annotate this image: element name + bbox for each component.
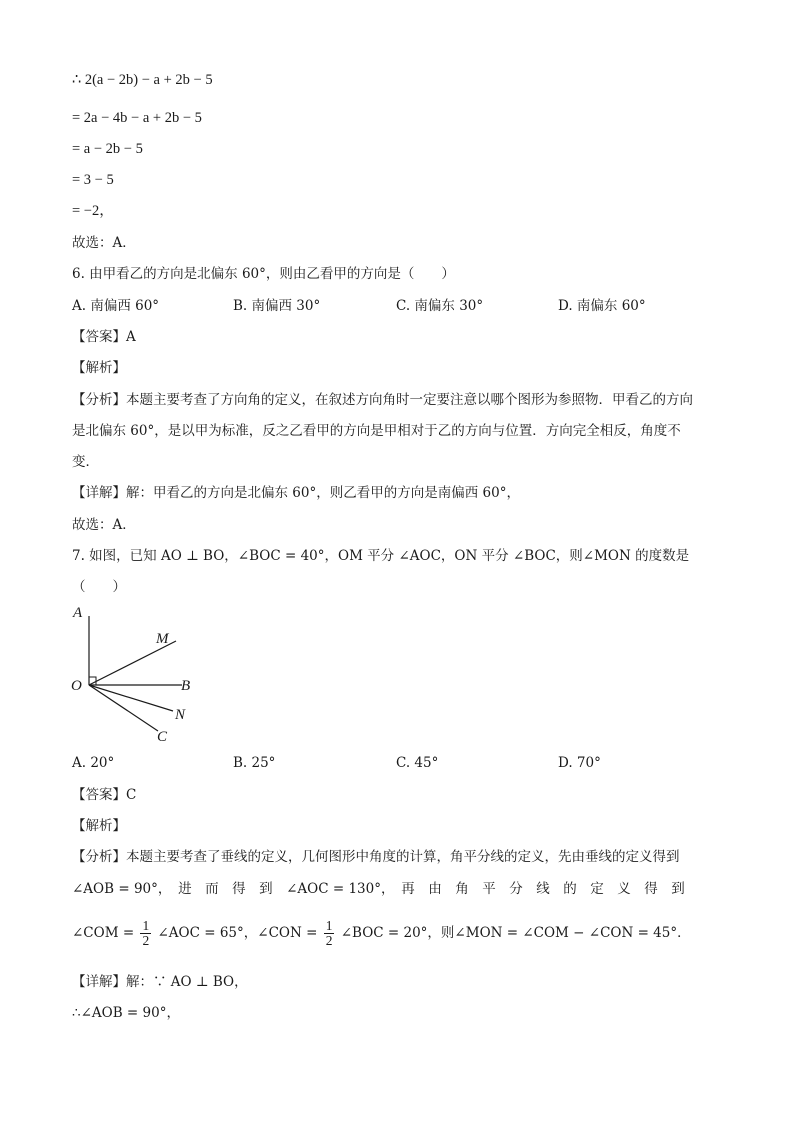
q7-option-b: B. 25° <box>233 755 276 771</box>
calc-line-3: = a − 2b − 5 <box>72 141 143 157</box>
q7-analysis-line-3 <box>72 915 691 951</box>
calc-line-4: = 3 − 5 <box>72 172 114 188</box>
q7-stem-line-2: （ ） <box>72 579 126 595</box>
calc-line-5: = −2， <box>72 203 114 219</box>
fraction-denominator: 2 <box>142 933 150 948</box>
q6-option-b: B. 南偏西 30° <box>233 298 321 314</box>
q7-analysis-com: ∠COM = <box>72 925 135 941</box>
calc-choose: 故选：A． <box>72 235 136 251</box>
q7-analysis-line-1: 【分析】本题主要考查了垂线的定义，几何图形中角度的计算，角平分线的定义，先由垂线的定义得到 <box>72 849 680 865</box>
q7-analysis-con: ∠AOC = 65°，∠CON = <box>157 925 318 941</box>
q6-analysis-line-2: 是北偏东 60°，是以甲为标准，反之乙看甲的方向是甲相对于乙的方向与位置．方向完全相反，角度不 <box>72 423 681 439</box>
q6-choose: 故选：A． <box>72 517 136 533</box>
fraction-numerator: 1 <box>325 918 333 933</box>
calc-line-1: ∴ 2(a − 2b) − a + 2b − 5 <box>72 72 213 88</box>
q7-analysis-tag: 【解析】 <box>72 818 126 834</box>
fraction-half-2 <box>324 919 335 948</box>
calc-line-2: = 2a − 4b − a + 2b − 5 <box>72 110 202 126</box>
label-o: O <box>71 678 82 694</box>
q6-analysis-line-1: 【分析】本题主要考查了方向角的定义，在叙述方向角时一定要注意以哪个图形为参照物．甲看乙的方向 <box>72 392 693 408</box>
fraction-half-1 <box>140 919 151 948</box>
q6-analysis-tag: 【解析】 <box>72 360 126 376</box>
fraction-denominator: 2 <box>325 933 333 948</box>
label-b: B <box>181 678 191 694</box>
label-n: N <box>175 707 186 723</box>
q7-stem-line-1: 7. 如图，已知 AO ⊥ BO，∠BOC = 40°，OM 平分 ∠AOC，ON 平分 ∠BOC，则∠MON 的度数是 <box>72 548 690 564</box>
q6-option-a: A. 南偏西 60° <box>72 298 160 314</box>
q6-detail: 【详解】解：甲看乙的方向是北偏东 60°，则乙看甲的方向是南偏西 60°， <box>72 485 520 501</box>
q6-answer: 【答案】A <box>72 329 136 345</box>
ray-on <box>89 685 173 711</box>
ray-oc <box>89 685 158 731</box>
q7-analysis-mon: ∠BOC = 20°，则∠MON = ∠COM − ∠CON = 45°． <box>340 925 691 941</box>
q7-answer: 【答案】C <box>72 787 137 803</box>
q7-option-d: D. 70° <box>558 755 601 771</box>
q6-option-d: D. 南偏东 60° <box>558 298 646 314</box>
fraction-numerator: 1 <box>142 918 150 933</box>
label-a: A <box>73 605 83 621</box>
q7-analysis-line-2: ∠AOB = 90°， 进 而 得 到 ∠AOC = 130°， 再 由 角 平 分 线 的 定 义 得 到 <box>72 881 685 897</box>
q7-option-c: C. 45° <box>396 755 439 771</box>
q6-analysis-line-3: 变． <box>72 454 99 470</box>
q7-detail-line-1: 【详解】解：∵ AO ⊥ BO， <box>72 974 248 990</box>
q6-option-c: C. 南偏东 30° <box>396 298 484 314</box>
label-c: C <box>157 729 168 745</box>
q7-option-a: A. 20° <box>72 755 115 771</box>
q7-angle-figure <box>60 598 220 750</box>
ray-om <box>89 641 176 685</box>
q6-stem: 6. 由甲看乙的方向是北偏东 60°，则由乙看甲的方向是（ ） <box>72 266 455 282</box>
q7-detail-line-2: ∴∠AOB = 90°， <box>72 1005 180 1021</box>
label-m: M <box>156 631 169 647</box>
